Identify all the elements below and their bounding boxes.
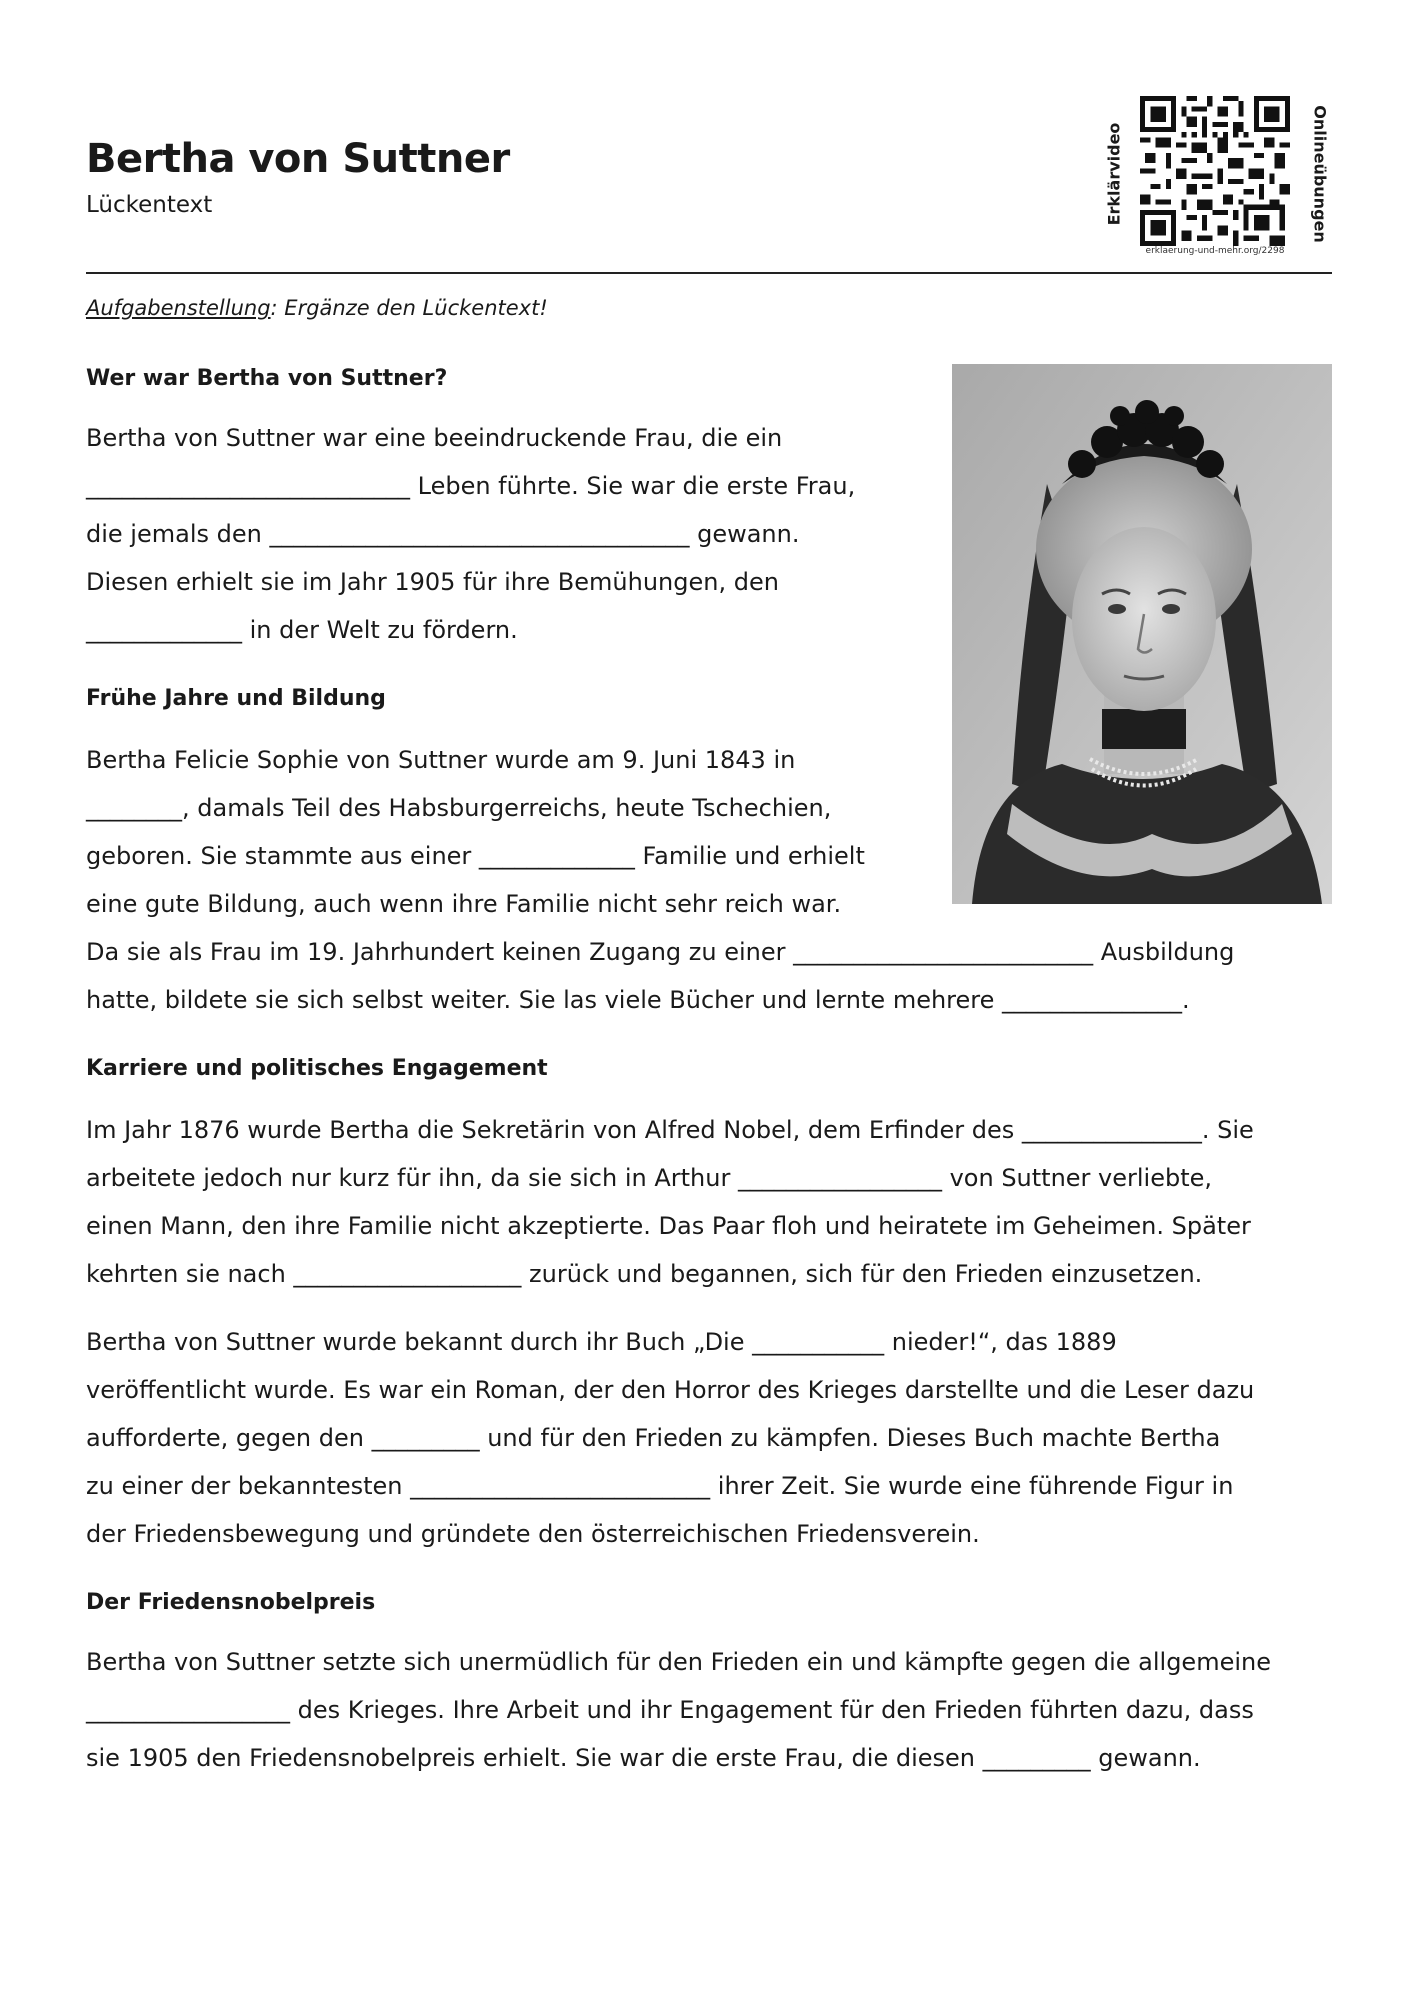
heading-career: Karriere und politisches Engagement [86, 1056, 548, 1081]
text-line: aufforderte, gegen den _________ und für den Frieden zu kämpfen. Dieses Buch machte Bertha [86, 1424, 1221, 1452]
text-line: Bertha von Suttner wurde bekannt durch ihr Buch „Die ___________ nieder!“, das 1889 [86, 1328, 1117, 1356]
text-line: ________, damals Teil des Habsburgerreichs, heute Tschechien, [86, 794, 832, 822]
page-title: Bertha von Suttner [86, 136, 510, 182]
text-line: Da sie als Frau im 19. Jahrhundert keinen Zugang zu einer _________________________ Ausbildung [86, 938, 1235, 966]
qr-label-exercises: Onlineübungen [1310, 105, 1330, 243]
text-line: Im Jahr 1876 wurde Bertha die Sekretärin von Alfred Nobel, dem Erfinder des _______________. Sie [86, 1116, 1254, 1144]
text-line: zu einer der bekanntesten _________________________ ihrer Zeit. Sie wurde eine führende Figur in [86, 1472, 1234, 1500]
header-divider [86, 272, 1332, 274]
qr-block [1102, 90, 1332, 262]
task-instruction [86, 296, 548, 320]
text-line: einen Mann, den ihre Familie nicht akzeptierte. Das Paar floh und heiratete im Geheimen. Später [86, 1212, 1251, 1240]
heading-nobel-prize: Der Friedensnobelpreis [86, 1590, 376, 1615]
text-line: _____________ in der Welt zu fördern. [86, 616, 518, 644]
text-line: ___________________________ Leben führte. Sie war die erste Frau, [86, 472, 856, 500]
text-line: kehrten sie nach ___________________ zurück und begannen, sich für den Frieden einzusetzen. [86, 1260, 1203, 1288]
text-line: der Friedensbewegung und gründete den österreichischen Friedensverein. [86, 1520, 980, 1548]
text-line: sie 1905 den Friedensnobelpreis erhielt. Sie war die erste Frau, die diesen _________ gewann. [86, 1744, 1201, 1772]
text-line: Bertha Felicie Sophie von Suttner wurde am 9. Juni 1843 in [86, 746, 796, 774]
task-label: Aufgabenstellung [86, 296, 271, 320]
text-line: arbeitete jedoch nur kurz für ihn, da sie sich in Arthur _________________ von Suttner verliebte, [86, 1164, 1213, 1192]
text-line: _________________ des Krieges. Ihre Arbeit und ihr Engagement für den Frieden führten dazu, dass [86, 1696, 1254, 1724]
text-line: Bertha von Suttner war eine beeindruckende Frau, die ein [86, 424, 783, 452]
text-line: geboren. Sie stammte aus einer _____________ Familie und erhielt [86, 842, 865, 870]
qr-code-icon[interactable] [1140, 96, 1290, 246]
text-line: hatte, bildete sie sich selbst weiter. Sie las viele Bücher und lernte mehrere _______________. [86, 986, 1190, 1014]
text-line: veröffentlicht wurde. Es war ein Roman, der den Horror des Krieges darstellte und die Leser dazu [86, 1376, 1255, 1404]
heading-early-years: Frühe Jahre und Bildung [86, 686, 386, 711]
portrait-photo-icon [952, 364, 1332, 904]
qr-url: erklaerung-und-mehr.org/2298 [1145, 246, 1285, 256]
text-line: die jemals den ___________________________________ gewann. [86, 520, 800, 548]
text-line: eine gute Bildung, auch wenn ihre Familie nicht sehr reich war. [86, 890, 842, 918]
heading-who-was: Wer war Bertha von Suttner? [86, 366, 448, 391]
qr-label-video: Erklärvideo [1104, 122, 1124, 226]
text-line: Bertha von Suttner setzte sich unermüdlich für den Frieden ein und kämpfte gegen die allgemeine [86, 1648, 1271, 1676]
text-line: Diesen erhielt sie im Jahr 1905 für ihre Bemühungen, den [86, 568, 779, 596]
page-subtitle: Lückentext [86, 192, 213, 218]
task-text: : Ergänze den Lückentext! [270, 296, 548, 320]
